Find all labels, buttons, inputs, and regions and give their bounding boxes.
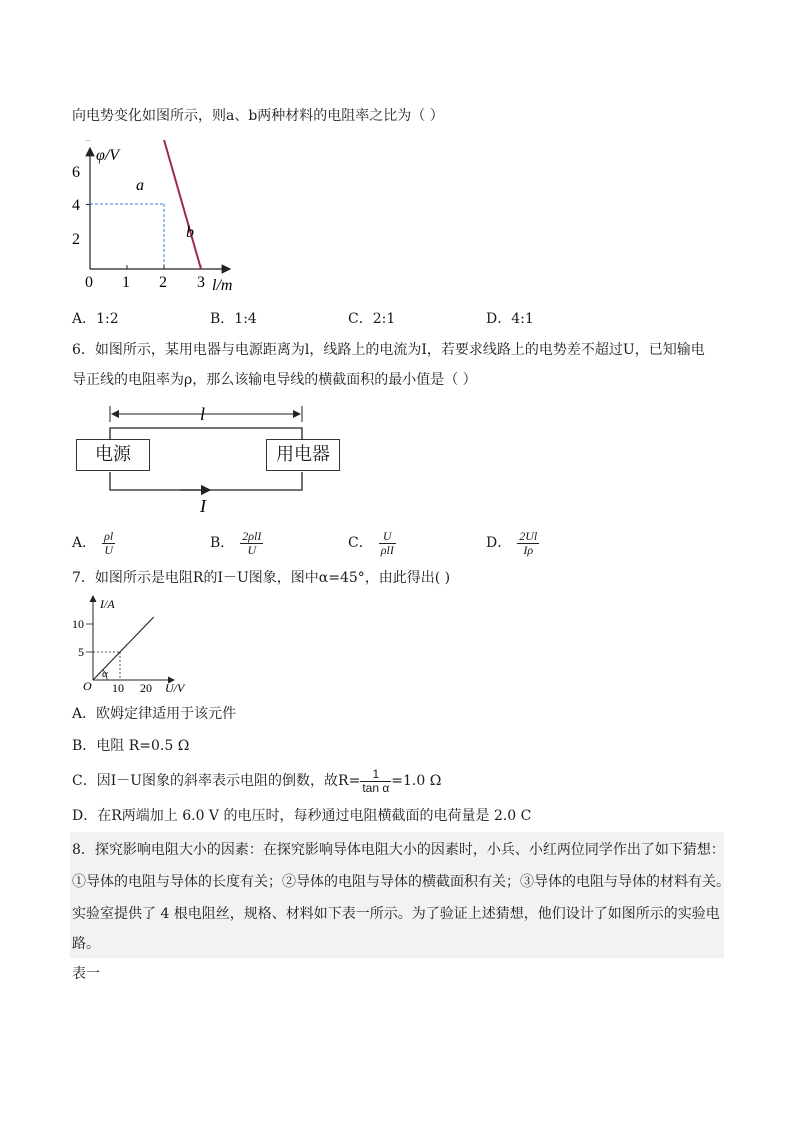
q7-option-c[interactable]	[72, 764, 441, 798]
q5-y-tick-4: 4	[72, 197, 80, 214]
q5-x-tick-0: 0	[85, 274, 93, 291]
q6-option-c-fraction	[379, 530, 396, 557]
q7-option-d[interactable]: D．在R两端加上 6.0 V 的电压时，每秒通过电阻横截面的电荷量是 2.0 C	[72, 808, 532, 824]
q7-option-c-fraction	[360, 768, 391, 795]
q8-line1: 8．探究影响电阻大小的因素：在探究影响导体电阻大小的因素时，小兵、小红两位同学作出了如下猜想：	[72, 842, 725, 858]
q7-y-tick-10: 10	[72, 617, 84, 631]
q6-option-a-num: ρl	[104, 528, 114, 543]
q7-origin-label: O	[83, 679, 92, 693]
q6-option-d-num: 2Ul	[519, 528, 538, 543]
q7-option-c-text: C．因I－U图象的斜率表示电阻的倒数，故R=	[72, 773, 361, 789]
q6-option-b-num: 2ρlI	[242, 528, 262, 543]
q5-option-a[interactable]: A．1:2	[72, 311, 119, 327]
q6-option-b[interactable]	[210, 526, 263, 560]
q8-table-caption: 表一	[72, 966, 100, 982]
q6-option-b-fraction	[240, 530, 263, 557]
q7-angle-label: α	[102, 668, 108, 680]
q7-iu-graph	[70, 592, 200, 698]
q6-option-a-den: U	[104, 542, 113, 557]
q5-potential-graph	[60, 140, 260, 300]
q6-option-d-fraction	[517, 530, 539, 557]
q6-stem-line1: 6．如图所示，某用电器与电源距离为l，线路上的电流为I，若要求线路上的电势差不超过U，已知输电	[72, 342, 705, 358]
q7-y-label: I/A	[100, 597, 115, 611]
q6-option-a[interactable]	[72, 526, 115, 560]
q6-option-c-letter: C．	[348, 535, 373, 551]
q7-x-tick-20: 20	[140, 681, 152, 695]
q6-power-source-box: 电源	[76, 439, 150, 471]
q7-option-a[interactable]: A．欧姆定律适用于该元件	[72, 706, 237, 722]
q5-y-label: φ/V	[96, 147, 120, 164]
q7-stem: 7．如图所示是电阻R的I－U图象，图中α=45°，由此得出( )	[72, 570, 451, 586]
q7-option-b[interactable]: B．电阻 R=0.5 Ω	[72, 738, 190, 754]
q8-line3: 实验室提供了 4 根电阻丝，规格、材料如下表一所示。为了验证上述猜想，他们设计了如图所示的实验电	[72, 906, 720, 922]
q5-option-c[interactable]: C．2:1	[348, 311, 396, 327]
q5-label-a: a	[136, 177, 144, 194]
q5-option-d[interactable]: D．4:1	[486, 311, 534, 327]
q8-line2: ①导体的电阻与导体的长度有关；②导体的电阻与导体的横截面积有关；③导体的电阻与导体的材料有关。	[72, 874, 730, 890]
q6-option-b-den: U	[247, 542, 257, 557]
q6-option-a-letter: A．	[72, 535, 97, 551]
q6-current-label: I	[200, 496, 206, 516]
q6-option-c-den: ρlI	[380, 542, 394, 557]
q6-option-d-den: Iρ	[523, 542, 534, 557]
q7-x-label: U/V	[165, 681, 185, 695]
q6-wire-bottom	[110, 472, 302, 490]
q6-option-a-fraction	[102, 530, 115, 557]
q6-length-label: l	[200, 404, 206, 424]
q5-x-tick-1: 1	[122, 274, 130, 291]
q7-option-c-result: =1.0 Ω	[391, 773, 442, 789]
q5-stem: 向电势变化如图所示，则a、b两种材料的电阻率之比为（ ）	[72, 108, 444, 124]
q6-option-b-letter: B．	[210, 535, 235, 551]
q5-y-tick-2: 2	[72, 231, 80, 248]
q6-stem-line2: 导正线的电阻率为ρ，那么该输电导线的横截面积的最小值是（ ）	[72, 372, 477, 388]
q8-line4: 路。	[72, 936, 100, 952]
q5-y-tick-6: 6	[72, 164, 80, 181]
q5-option-b[interactable]: B．1:4	[210, 311, 257, 327]
q6-option-c-num: U	[379, 530, 396, 544]
q5-x-tick-3: 3	[197, 274, 205, 291]
q6-device-box: 用电器	[266, 439, 340, 471]
q5-label-b: b	[186, 224, 194, 241]
q6-option-d[interactable]	[486, 526, 539, 560]
q5-x-label: l/m	[212, 277, 233, 294]
q7-option-c-num: 1	[360, 768, 391, 782]
q5-x-tick-2: 2	[159, 274, 167, 291]
q6-option-d-letter: D．	[486, 535, 512, 551]
q7-y-tick-5: 5	[78, 645, 84, 659]
q7-option-c-den: tan α	[362, 780, 390, 795]
q6-option-c[interactable]	[348, 526, 396, 560]
q7-x-tick-10: 10	[112, 681, 124, 695]
